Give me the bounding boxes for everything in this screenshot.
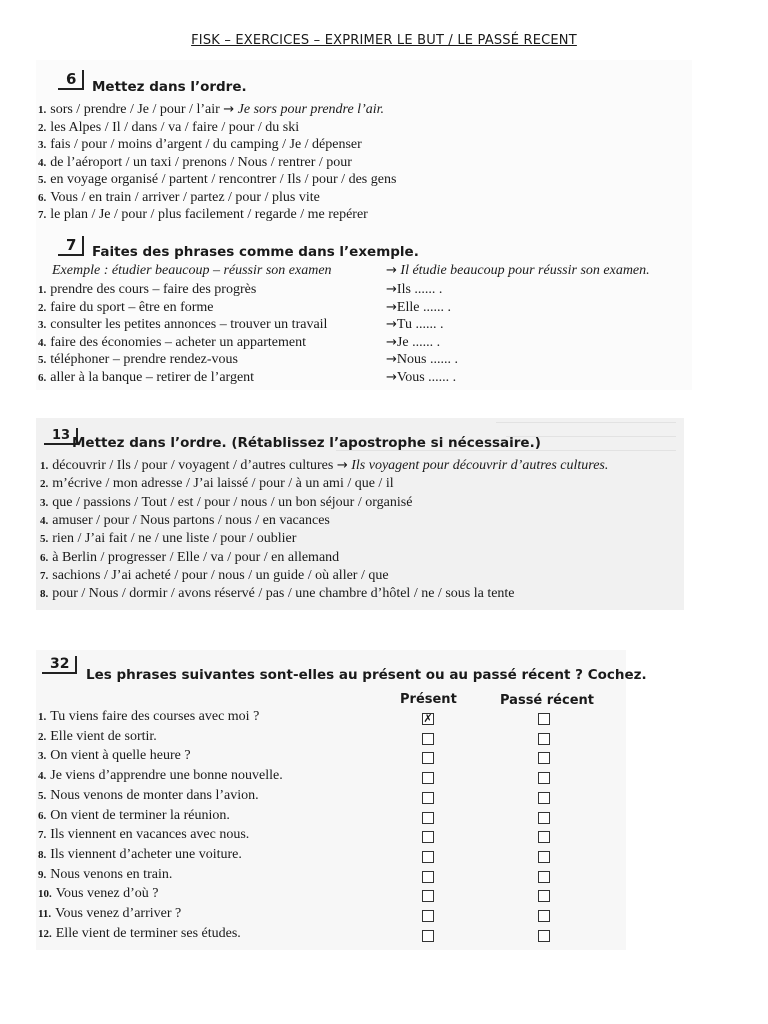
present-checkbox[interactable] [422,910,434,922]
exercise-32-heading: Les phrases suivantes sont-elles au présent ou au passé récent ? Cochez. [86,667,647,683]
answer-blank: Vous ...... . [396,369,457,385]
passe-recent-checkbox[interactable] [538,733,550,745]
item-number: 2. [40,478,49,491]
exercise-13-heading: Mettez dans l’ordre. (Rétablissez l’apostrophe si nécessaire.) [72,435,541,451]
exercise-6-item [38,190,320,206]
present-checkbox[interactable] [422,812,434,824]
exercise-7-item [38,335,306,351]
present-checkbox[interactable] [422,752,434,764]
passe-recent-checkbox[interactable] [538,890,550,902]
item-text: On vient à quelle heure ? [50,748,191,764]
item-text: de l’aéroport / un taxi / prenons / Nous / rentrer / pour [50,154,352,170]
item-text: faire du sport – être en forme [50,299,214,315]
item-text: Elle vient de terminer ses études. [55,925,241,941]
exercise-13-item [40,476,394,492]
present-checkbox[interactable] [422,733,434,745]
page-title: FISK – EXERCICES – EXPRIMER LE BUT / LE PASSÉ RECENT [191,33,577,48]
item-number: 5. [38,789,47,802]
item-text: Vous / en train / arriver / partez / pour / plus vite [50,189,320,205]
item-number: 2. [38,121,47,134]
answer-blank: Nous ...... . [396,352,458,367]
exercise-32-item [38,788,259,804]
present-checkbox[interactable]: ✗ [423,712,433,725]
item-number: 9. [38,868,47,881]
item-number: 10. [38,888,52,901]
exercise-7-item-answer [386,370,456,386]
item-number: 5. [38,174,47,186]
item-text: Ils viennent d’acheter une voiture. [50,846,242,862]
exercise-32-scan [36,650,647,950]
item-number: 7. [38,829,47,842]
arrow-icon: → [386,317,397,332]
present-checkbox[interactable] [422,792,434,804]
item-text: sors / prendre / Je / pour / l’air [50,102,220,117]
item-text: les Alpes / Il / dans / va / faire / pour / du ski [50,119,300,135]
exercise-7-item [38,317,327,333]
item-number: 5. [40,533,49,546]
item-text: faire des économies – acheter un appartement [50,334,307,350]
exercise-32-item [38,847,242,863]
item-number: 8. [40,588,49,601]
item-text: que / passions / Tout / est / pour / nous / un bon séjour / organisé [52,494,413,510]
item-text: amuser / pour / Nous partons / nous / en vacances [52,512,330,528]
exercise-32-item [38,926,241,942]
passe-recent-checkbox[interactable] [538,831,550,843]
answer-blank: Tu ...... . [396,317,444,332]
arrow-icon: → [386,334,397,350]
column-present: Présent [400,692,457,707]
exercise-7-item [38,282,256,298]
exercise-7-item-answer [386,352,458,368]
exercise-7-example-answer: → Il étudie beaucoup pour réussir son examen. [386,263,650,278]
item-number: 3. [38,319,47,331]
exercise-6-scan [36,60,692,390]
item-text: Tu viens faire des courses avec moi ? [50,709,260,724]
exercise-32-item [38,768,283,784]
item-number: 4. [40,514,49,527]
item-text: fais / pour / moins d’argent / du camping / Je / dépenser [50,137,362,152]
item-number: 6. [40,551,49,564]
item-text: Vous venez d’où ? [55,886,159,902]
passe-recent-checkbox[interactable] [538,851,550,863]
passe-recent-checkbox[interactable] [538,752,550,764]
exercise-13-scan [36,418,684,610]
item-text: découvrir / Ils / pour / voyagent / d’autres cultures [52,458,334,473]
item-text: pour / Nous / dormir / avons réservé / pas / une chambre d’hôtel / ne / sous la tente [52,586,515,602]
exercise-32-item [38,886,159,902]
item-answer: Je sors pour prendre l’air. [237,102,385,117]
exercise-32-number: 32 [42,656,77,672]
exercise-32-item [38,748,191,764]
exercise-32-item [38,729,157,745]
item-text: rien / J’ai fait / ne / une liste / pour / oublier [52,531,297,547]
item-number: 6. [38,371,47,384]
exercise-7-item [38,352,238,368]
item-number: 4. [38,770,47,783]
item-text: téléphoner – prendre rendez-vous [50,352,238,367]
exercise-13-item [40,458,608,474]
arrow-icon: → [386,352,397,367]
passe-recent-checkbox[interactable] [538,871,550,883]
exercise-6-heading: Mettez dans l’ordre. [92,79,247,95]
passe-recent-checkbox[interactable] [538,910,550,922]
item-number: 2. [38,301,47,314]
item-number: 12. [38,927,52,940]
item-number: 1. [40,460,49,472]
exercise-32-item [38,906,181,922]
exercise-6-number: 6 [58,70,84,88]
item-number: 5. [38,354,47,366]
passe-recent-checkbox[interactable] [538,930,550,942]
item-number: 3. [40,496,49,509]
item-text: Nous venons de monter dans l’avion. [50,787,259,803]
item-number: 6. [38,809,47,822]
item-number: 2. [38,730,47,743]
exercise-13-item [40,550,339,566]
present-checkbox[interactable] [422,930,434,942]
present-checkbox[interactable] [422,831,434,843]
item-number: 1. [38,104,47,116]
exercise-13-number: 13 [44,428,78,443]
item-number: 1. [38,284,47,296]
item-text: consulter les petites annonces – trouver un travail [50,317,328,332]
exercise-7-item-answer [386,282,442,298]
exercise-7-item-answer [386,317,443,333]
answer-blank: Ils ...... . [396,282,443,297]
arrow-icon: → [386,369,397,385]
exercise-13-item [40,513,330,529]
item-text: m’écrive / mon adresse / J’ai laissé / pour / à un ami / que / il [52,476,394,492]
item-text: le plan / Je / pour / plus facilement / regarde / me repérer [50,207,368,222]
passe-recent-checkbox[interactable] [538,812,550,824]
present-checkbox[interactable] [422,890,434,902]
passe-recent-checkbox[interactable] [538,792,550,804]
item-number: 6. [38,191,47,204]
answer-blank: Je ...... . [396,334,441,350]
item-number: 8. [38,848,47,861]
item-text: Elle vient de sortir. [50,728,157,744]
item-number: 7. [38,209,47,221]
arrow-icon: → [386,299,397,315]
exercise-6-item [38,207,368,223]
item-text: Ils viennent en vacances avec nous. [50,827,250,843]
item-answer: Ils voyagent pour découvrir d’autres cultures. [351,458,609,473]
item-number: 7. [40,569,49,582]
exercise-7-example: Exemple : étudier beaucoup – réussir son examen [52,263,332,278]
item-text: Vous venez d’arriver ? [55,906,182,921]
exercise-13-item [40,586,515,602]
exercise-7-heading: Faites des phrases comme dans l’exemple. [92,244,419,260]
arrow-icon: → [336,458,348,473]
item-text: en voyage organisé / partent / rencontrer / Ils / pour / des gens [50,172,397,187]
exercise-6-item [38,102,384,118]
item-number: 1. [38,711,47,723]
exercise-7-item [38,370,254,386]
present-checkbox[interactable] [422,871,434,883]
exercise-7-item-answer [386,300,451,316]
item-text: Nous venons en train. [50,866,173,882]
item-text: aller à la banque – retirer de l’argent [50,369,255,385]
present-checkbox[interactable] [422,851,434,863]
exercise-13-item [40,495,412,511]
item-number: 3. [38,750,47,763]
passe-recent-checkbox[interactable] [538,772,550,784]
exercise-13-item [40,568,389,584]
answer-blank: Elle ...... . [396,299,451,315]
item-text: On vient de terminer la réunion. [50,807,230,823]
item-text: prendre des cours – faire des progrès [50,282,257,297]
item-number: 3. [38,139,47,151]
present-checkbox[interactable] [422,772,434,784]
column-passe-recent: Passé récent [500,693,594,708]
exercise-13-item [40,531,296,547]
exercise-32-item [38,867,172,883]
exercise-6-item [38,155,352,171]
passe-recent-checkbox[interactable] [538,713,550,725]
arrow-icon: → [386,282,397,297]
item-number: 4. [38,156,47,169]
item-number: 4. [38,336,47,349]
exercise-32-item [38,709,259,725]
item-text: sachions / J’ai acheté / pour / nous / un guide / où aller / que [52,567,389,583]
exercise-6-item [38,172,396,188]
arrow-icon: → [223,102,235,117]
exercise-6-item [38,137,362,153]
item-text: Je viens d’apprendre une bonne nouvelle. [50,768,283,784]
item-text: à Berlin / progresser / Elle / va / pour / en allemand [52,549,340,565]
exercise-32-item [38,808,230,824]
exercise-7-item-answer [386,335,440,351]
exercise-7-item [38,300,214,316]
item-number: 11. [38,908,52,920]
exercise-6-item [38,120,299,136]
exercise-7-number: 7 [58,236,84,254]
exercise-32-item [38,827,249,843]
